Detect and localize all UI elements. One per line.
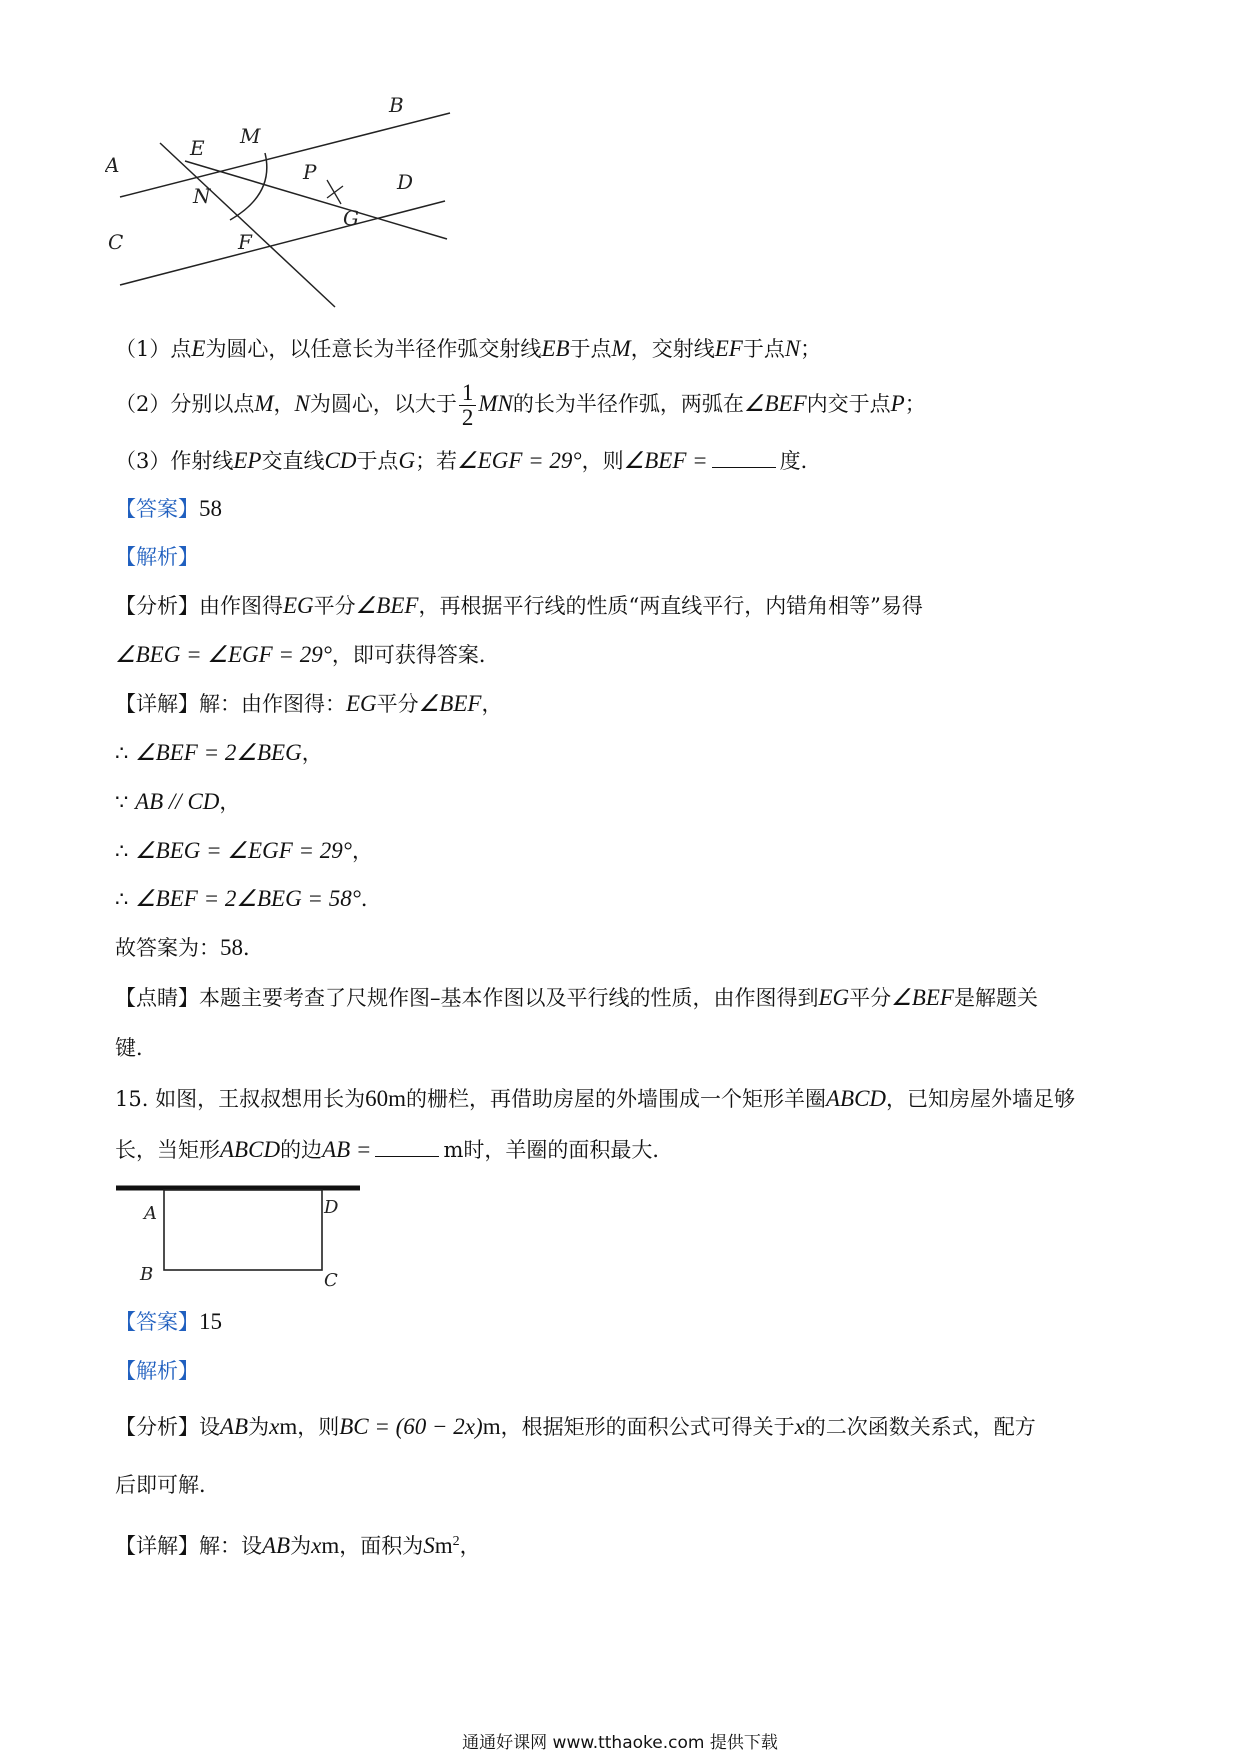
q14-dianjing-2: 键． bbox=[115, 1036, 157, 1060]
label-c: C bbox=[324, 1270, 338, 1291]
label-b: B bbox=[389, 95, 404, 117]
label-n: N bbox=[193, 184, 211, 208]
label-f: F bbox=[238, 230, 252, 254]
fraction-half: $\frac{1}{2}$ bbox=[459, 381, 477, 430]
q15-answer: 【答案】15 bbox=[115, 1309, 222, 1334]
label-d: D bbox=[324, 1197, 339, 1218]
q14-step2: （2）分别以点M，N为圆心，以大于 $\frac{1}{2}$ MN的长为半径作弧，两弧在∠BEF内交于点P； bbox=[115, 380, 926, 430]
q14-step-s1: ∴ ∠BEF = 2∠BEG， bbox=[115, 740, 323, 765]
q14-step3: （3）作射线EP交直线CD于点G；若∠EGF = 29°，则∠BEF = 度． bbox=[115, 448, 822, 473]
arc-mn bbox=[230, 153, 267, 220]
q14-answer: 【答案】58 bbox=[115, 496, 222, 521]
q15-line-2: 长，当矩形ABCD的边AB = m时，羊圈的面积最大． bbox=[115, 1137, 674, 1162]
construction-figure bbox=[105, 95, 475, 310]
q14-final: 故答案为：58． bbox=[115, 935, 264, 960]
q14-fenxi-1: 【分析】由作图得EG平分∠BEF，再根据平行线的性质“两直线平行，内错角相等”易得 bbox=[115, 593, 923, 618]
q14-xiangjie-1: 【详解】解：由作图得：EG平分∠BEF， bbox=[115, 691, 503, 716]
construction-diagram bbox=[105, 95, 475, 310]
q14-fenxi-2: ∠BEG = ∠EGF = 29°，即可获得答案． bbox=[115, 642, 500, 667]
label-b: B bbox=[140, 1264, 154, 1285]
rectangle-figure bbox=[110, 1178, 370, 1298]
pen-rectangle bbox=[164, 1190, 322, 1270]
label-g: G bbox=[343, 206, 359, 230]
arc-p2 bbox=[327, 186, 343, 198]
label-a: A bbox=[105, 153, 120, 177]
q14-step-s2: ∵ AB // CD， bbox=[115, 789, 241, 814]
q15-analysis-tag: 【解析】 bbox=[115, 1359, 199, 1383]
q14-dianjing-1: 【点睛】本题主要考查了尺规作图–基本作图以及平行线的性质，由作图得到EG平分∠BEF是解题关 bbox=[115, 985, 1038, 1010]
q14-step-s4: ∴ ∠BEF = 2∠BEG = 58°． bbox=[115, 886, 382, 911]
label-d: D bbox=[397, 170, 414, 194]
q14-analysis-tag: 【解析】 bbox=[115, 545, 199, 569]
answer-blank-2 bbox=[375, 1136, 439, 1157]
q15-line-1: 15. 如图，王叔叔想用长为60m的栅栏，再借助房屋的外墙围成一个矩形羊圈ABCD，已知房屋外墙足够 bbox=[115, 1086, 1076, 1111]
q15-fenxi-1: 【分析】设AB为xm，则BC = (60 − 2x)m，根据矩形的面积公式可得关于x的二次函数关系式，配方 bbox=[115, 1414, 1036, 1439]
page-footer: 通通好课网 www.tthaoke.com 提供下载 bbox=[462, 1733, 778, 1753]
answer-blank bbox=[712, 447, 776, 468]
label-c: C bbox=[108, 230, 124, 254]
q15-fenxi-2: 后即可解． bbox=[115, 1473, 220, 1497]
label-a: A bbox=[144, 1203, 157, 1224]
label-m: M bbox=[240, 124, 261, 148]
q15-xiangjie-1: 【详解】解：设AB为xm，面积为Sm$^2$， bbox=[115, 1533, 481, 1558]
rectangle-diagram bbox=[110, 1178, 370, 1298]
q14-step1: （1）点E为圆心，以任意长为半径作弧交射线EB于点M，交射线EF于点N； bbox=[115, 336, 822, 361]
label-e: E bbox=[190, 136, 205, 160]
line-cd bbox=[120, 201, 445, 285]
label-p: P bbox=[303, 160, 317, 184]
q14-step-s3: ∴ ∠BEG = ∠EGF = 29°， bbox=[115, 838, 373, 863]
